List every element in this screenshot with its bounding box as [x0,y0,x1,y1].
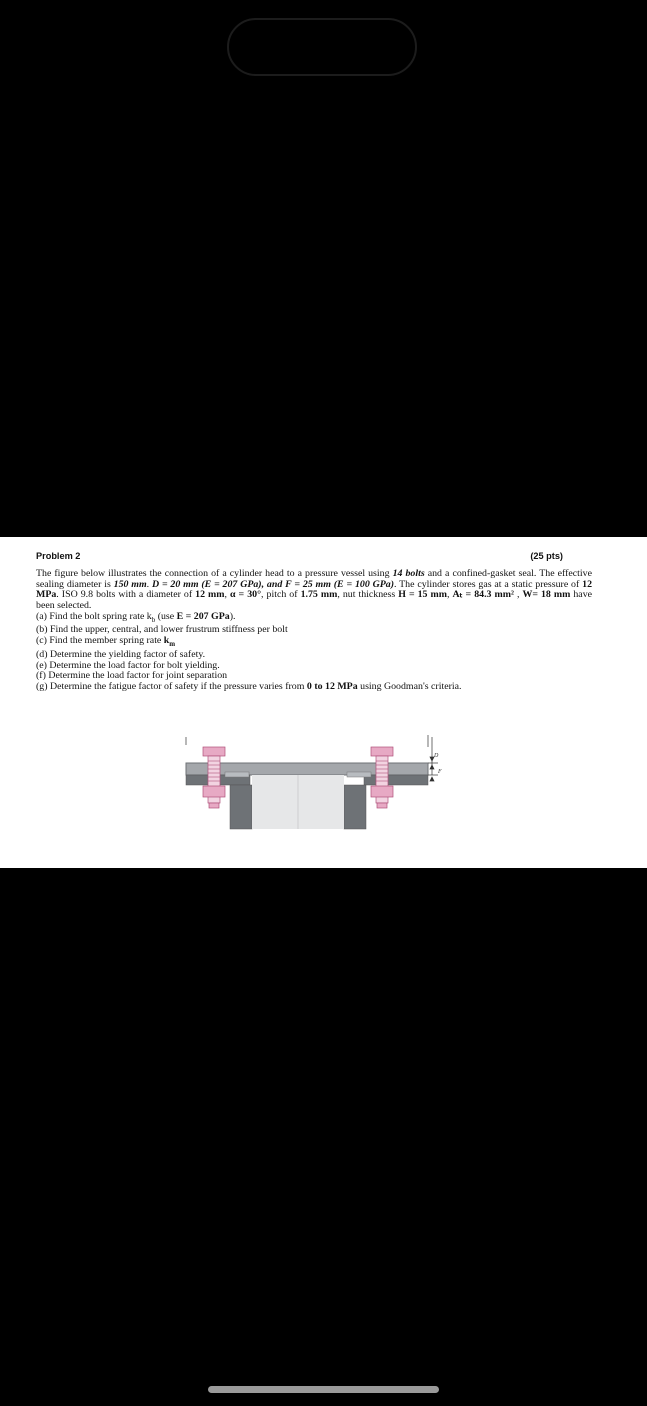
text-run: 0 to 12 MPa [306,680,358,692]
text-run: . [146,578,152,590]
bolt-head-left [203,747,225,756]
text-run: Aₜ = 84.3 mm² [452,589,514,601]
text-run: , [513,589,523,601]
text-run: The figure below illustrates the connection of a cylinder head to a pressure vessel using [36,568,393,579]
text-run: (a) Find the bolt spring rate k [36,610,152,622]
problem-header [36,551,563,565]
question-a [36,612,592,626]
bolt-tip-right [377,803,387,808]
text-run: , pitch of [261,589,301,601]
problem-title: Problem 2 [36,551,81,561]
text-run: ). [229,610,236,622]
camera-notch [227,18,417,76]
text-run: 12 MPa [36,578,592,601]
home-indicator[interactable] [208,1386,439,1393]
nut-right [371,786,393,797]
text-run: , [446,589,453,601]
text-run: E = 207 GPa [176,610,230,622]
text-run: 14 bolts [392,568,425,579]
problem-description [36,569,592,612]
arrow-F-bottom [430,777,434,781]
text-run: , [224,589,231,601]
text-run: and a confined-gasket seal. The effective sealing diameter is [36,568,592,590]
arrow-D-bottom [430,765,434,769]
text-run: D = 20 mm (E = 207 GPa), and F = 25 mm (E = 100 GPa) [151,578,394,590]
gasket-left [225,772,249,777]
vessel-flange-right [364,775,428,785]
gasket-right [347,772,371,777]
text-run: (d) Determine the yielding factor of safety. [36,648,206,660]
text-run: W= 18 mm [522,589,571,601]
joint-cross-section-drawing [170,717,450,835]
text-run: (e) Determine the load factor for bolt yielding. [36,659,220,671]
text-run: (b) Find the upper, central, and lower frustrum stiffness per bolt [36,624,288,636]
problem-document [0,537,647,868]
text-run: (use [155,610,177,622]
text-run: α = 30° [230,589,262,601]
text-run: b [151,615,156,624]
text-run: , nut thickness [337,589,399,601]
bolt-tip-left [209,803,219,808]
vessel-wall-right [344,785,366,829]
vessel-wall-left [230,785,252,829]
text-run: k [163,635,170,647]
text-run: 12 mm [195,589,225,601]
question-list [36,612,592,693]
text-run: 1.75 mm [300,589,338,601]
cylinder-head-plate [186,763,428,775]
question-c [36,636,592,650]
question-g [36,682,592,693]
text-run: using Goodman's criteria. [357,680,462,692]
text-run: (g) Determine the fatigue factor of safety if the pressure varies from [36,680,307,692]
problem-points: (25 pts) [530,551,563,561]
bolt-head-right [371,747,393,756]
text-run: (f) Determine the load factor for joint separation [36,670,228,682]
problem-body [36,569,592,693]
bolted-joint-figure [170,717,450,835]
text-run: have been selected. [36,589,593,612]
dimension-label-F: F [438,769,442,775]
text-run: H = 15 mm [398,589,447,601]
text-run: (c) Find the member spring rate [36,635,164,647]
text-run: . The cylinder stores gas at a static pressure of [394,578,583,590]
text-run: . ISO 9.8 bolts with a diameter of [56,589,196,601]
text-run: 150 mm [113,578,147,590]
nut-left [203,786,225,797]
dimension-label-D: D [434,753,439,759]
text-run: m [169,640,176,649]
